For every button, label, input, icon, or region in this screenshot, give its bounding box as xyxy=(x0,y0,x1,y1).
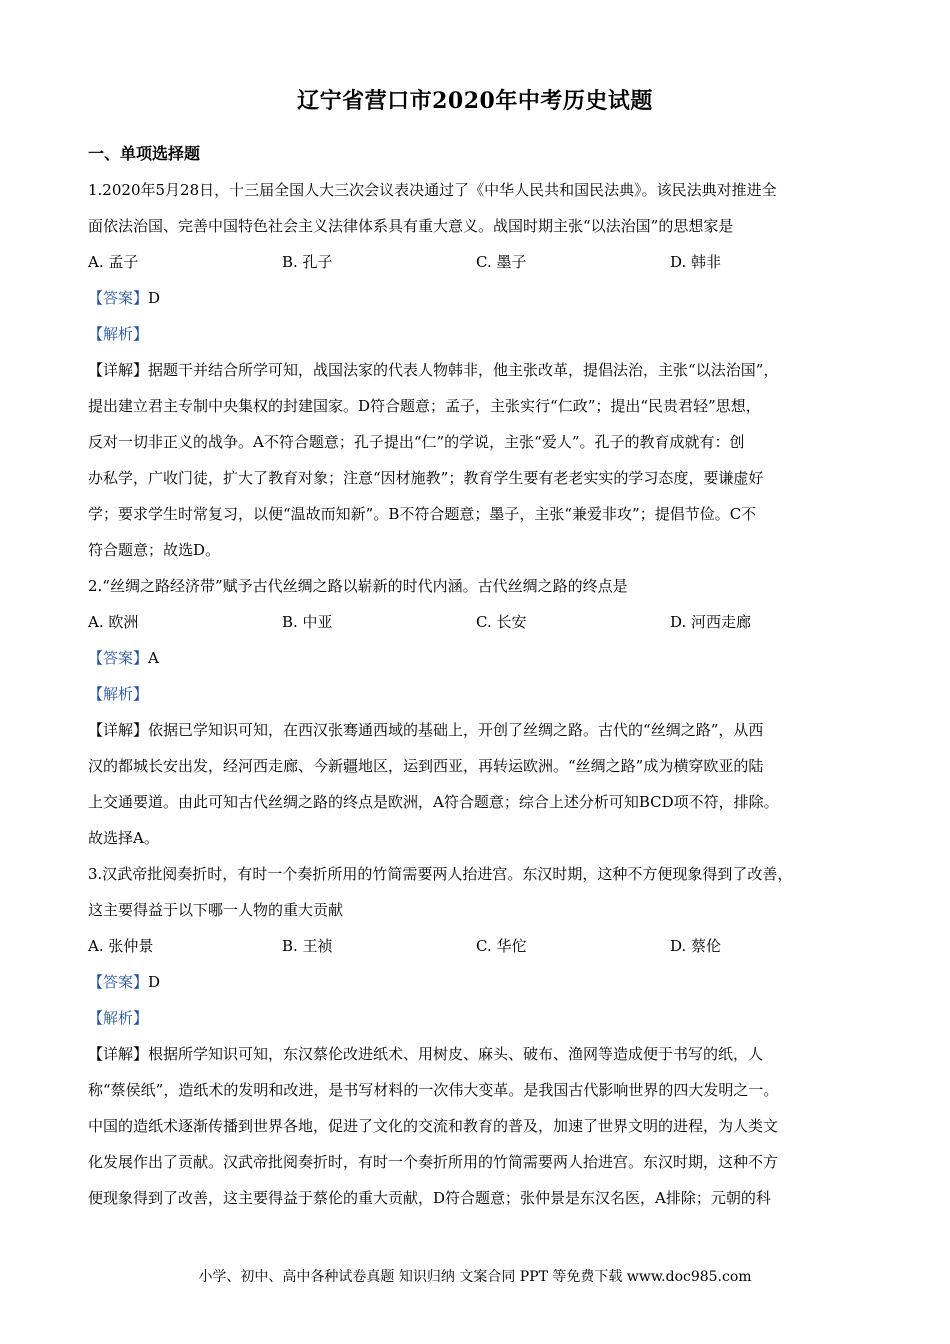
detail-line-6: 符合题意；故选D。 xyxy=(88,541,221,559)
analysis-tag: 【解析】 xyxy=(88,325,149,343)
option-c: C. 华佗 xyxy=(476,937,527,955)
option-c: C. 长安 xyxy=(476,613,527,631)
option-a: A. 张仲景 xyxy=(88,937,154,955)
detail-line-1 xyxy=(88,1036,878,1072)
option-c: C. 墨子 xyxy=(476,253,527,271)
answer-value: D xyxy=(148,973,161,991)
page-footer: 小学、初中、高中各种试卷真题 知识归纳 文案合同 PPT 等免费下载 www.doc985.com xyxy=(198,1269,752,1285)
option-b: B. 王祯 xyxy=(282,937,333,955)
detail-text: 据题干并结合所学可知，战国法家的代表人物韩非，他主张改革，提倡法治，主张“以法治国”， xyxy=(148,361,779,379)
page-title: 辽宁省营口市2020年中考历史试题 xyxy=(297,88,653,114)
question-2-options xyxy=(88,604,878,640)
answer-row xyxy=(88,280,878,316)
detail-line-4: 办私学，广收门徒，扩大了教育对象；注意“因材施教”；教育学生要有老老实实的学习态度，要谦虚好 xyxy=(88,469,764,487)
question-3-options xyxy=(88,928,878,964)
option-a: A. 欧洲 xyxy=(88,613,139,631)
question-1-options xyxy=(88,244,878,280)
question-1-stem-line-2: 面依法治国、完善中国特色社会主义法律体系具有重大意义。战国时期主张“以法治国”的思想家是 xyxy=(88,217,734,235)
analysis-tag: 【解析】 xyxy=(88,1009,149,1027)
detail-line-3: 中国的造纸术逐渐传播到世界各地，促进了文化的交流和教育的普及，加速了世界文明的进程，为人类文 xyxy=(88,1117,779,1135)
option-a: A. 孟子 xyxy=(88,253,139,271)
question-content xyxy=(88,172,878,1216)
detail-line-4: 化发展作出了贡献。汉武帝批阅奏折时，有时一个奏折所用的竹简需要两人抬进宫。东汉时期，这种不方 xyxy=(88,1153,779,1171)
detail-tag: 【详解】 xyxy=(88,1045,149,1063)
option-d: D. 韩非 xyxy=(670,253,722,271)
detail-line-4: 故选择A。 xyxy=(88,829,159,847)
answer-row xyxy=(88,964,878,1000)
detail-tag: 【详解】 xyxy=(88,361,149,379)
detail-text: 依据已学知识可知，在西汉张骞通西域的基础上，开创了丝绸之路。古代的“丝绸之路”，从西 xyxy=(148,721,764,739)
answer-value: D xyxy=(148,289,161,307)
section-heading: 一、单项选择题 xyxy=(88,144,201,163)
detail-line-3: 反对一切非正义的战争。A不符合题意；孔子提出“仁”的学说，主张“爱人”。孔子的教育成就有：创 xyxy=(88,433,745,451)
answer-tag: 【答案】 xyxy=(88,973,149,991)
detail-tag: 【详解】 xyxy=(88,721,149,739)
option-d: D. 河西走廊 xyxy=(670,613,752,631)
answer-tag: 【答案】 xyxy=(88,649,149,667)
option-b: B. 中亚 xyxy=(282,613,333,631)
detail-line-5: 便现象得到了改善，这主要得益于蔡伦的重大贡献，D符合题意；张仲景是东汉名医，A排除；元朝的科 xyxy=(88,1189,771,1207)
answer-tag: 【答案】 xyxy=(88,289,149,307)
answer-row xyxy=(88,640,878,676)
option-d: D. 蔡伦 xyxy=(670,937,722,955)
detail-line-2: 称“蔡侯纸”，造纸术的发明和改进，是书写材料的一次伟大变革。是我国古代影响世界的四大发明之一。 xyxy=(88,1081,779,1099)
detail-line-5: 学；要求学生时常复习，以便“温故而知新”。B不符合题意；墨子，主张“兼爱非攻”；提倡节俭。C不 xyxy=(88,505,757,523)
detail-line-1 xyxy=(88,352,878,388)
question-1 xyxy=(88,172,878,568)
detail-line-3: 上交通要道。由此可知古代丝绸之路的终点是欧洲，A符合题意；综合上述分析可知BCD项不符，排除。 xyxy=(88,793,779,811)
detail-text: 根据所学知识可知，东汉蔡伦改进纸术、用树皮、麻头、破布、渔网等造成便于书写的纸，人 xyxy=(148,1045,764,1063)
answer-value: A xyxy=(148,649,159,667)
detail-line-1 xyxy=(88,712,878,748)
detail-line-2: 汉的都城长安出发，经河西走廊、今新疆地区，运到西亚，再转运欧洲。“丝绸之路”成为横穿欧亚的陆 xyxy=(88,757,764,775)
analysis-tag: 【解析】 xyxy=(88,685,149,703)
question-3-stem-line-1: 3.汉武帝批阅奏折时，有时一个奏折所用的竹简需要两人抬进宫。东汉时期，这种不方便现象得到了改善， xyxy=(88,865,793,883)
detail-line-2: 提出建立君主专制中央集权的封建国家。D符合题意；孟子，主张实行“仁政”；提出“民贵君轻”思想， xyxy=(88,397,761,415)
question-3-stem-line-2: 这主要得益于以下哪一人物的重大贡献 xyxy=(88,901,344,919)
option-b: B. 孔子 xyxy=(282,253,333,271)
question-2-stem-line-1: 2.“丝绸之路经济带”赋予古代丝绸之路以崭新的时代内涵。古代丝绸之路的终点是 xyxy=(88,577,628,595)
question-2 xyxy=(88,568,878,856)
question-3 xyxy=(88,856,878,1216)
question-1-stem-line-1: 1.2020年5月28日，十三届全国人大三次会议表决通过了《中华人民共和国民法典》。该民法典对推进全 xyxy=(88,181,777,199)
